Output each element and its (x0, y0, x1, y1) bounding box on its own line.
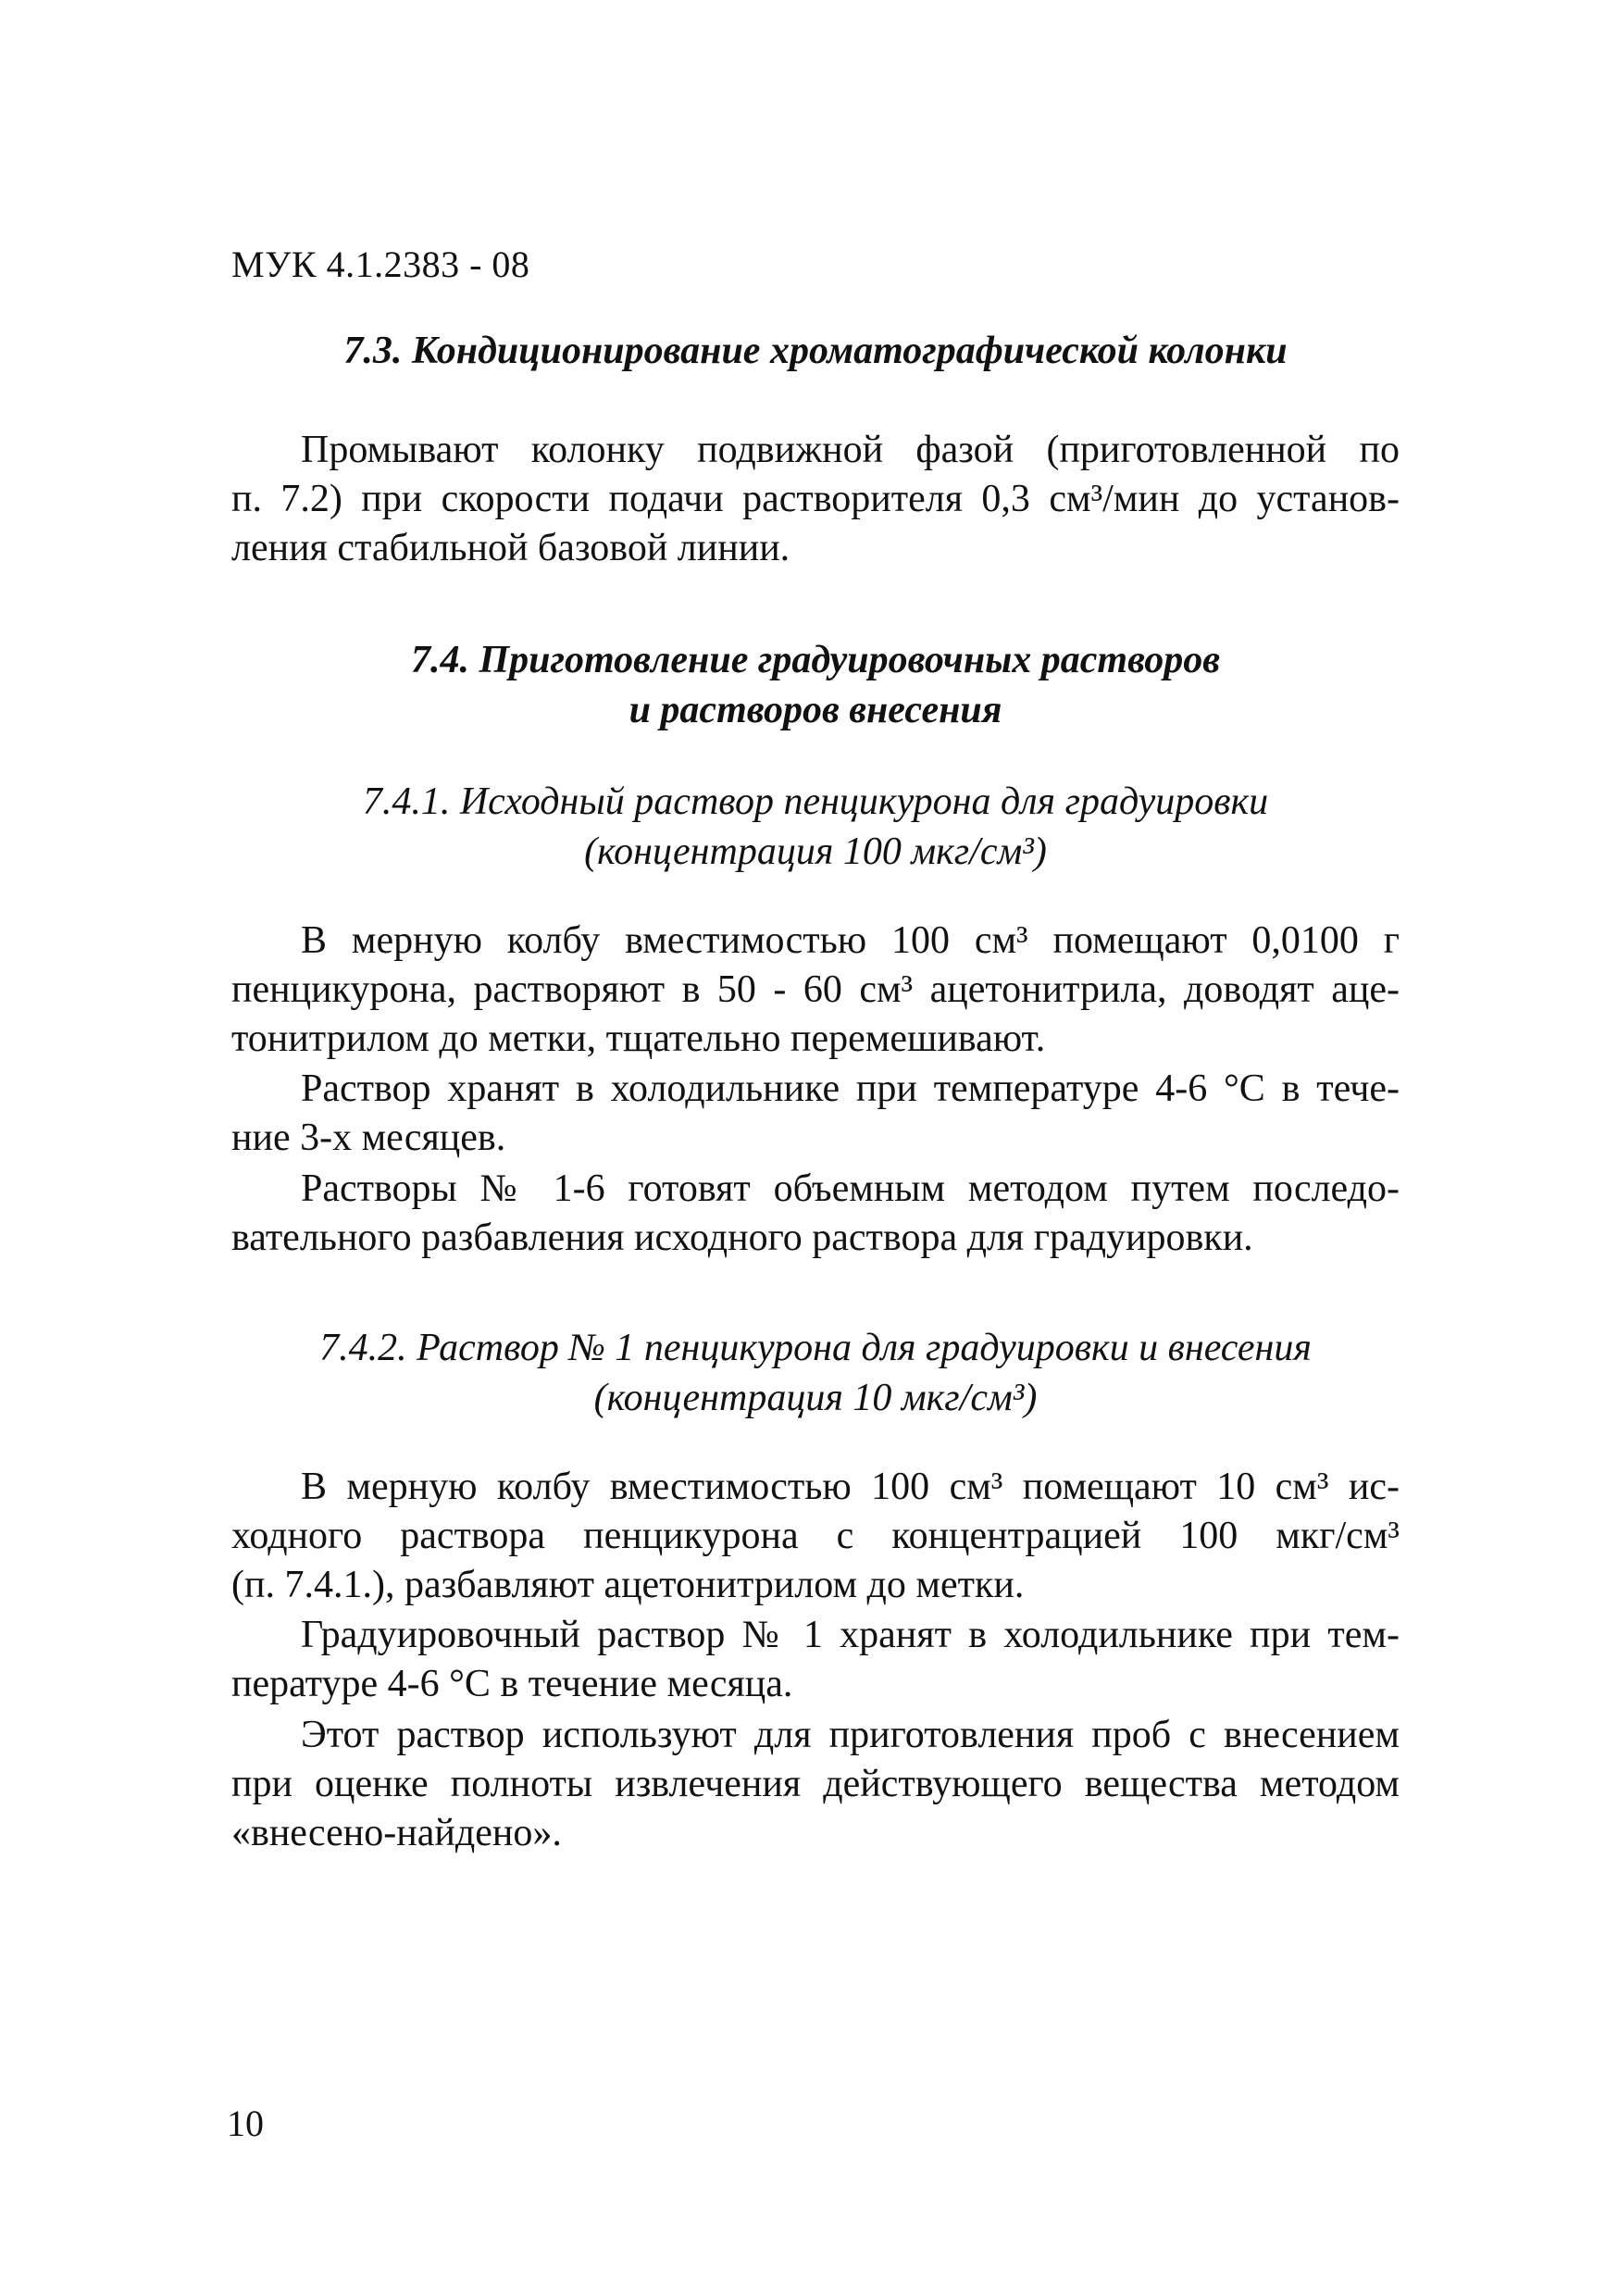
section-7-4-1-title-line1: 7.4.1. Исходный раствор пенцикурона для градуировки (362, 780, 1269, 823)
section-7-4-2-title-line2: (концентрация 10 мкг/см³) (593, 1377, 1038, 1419)
section-7-3-title: 7.3. Кондиционирование хроматографической колонки (343, 330, 1288, 372)
paragraph-line: В мерную колбу вместимостью 100 см³ помещают 10 см³ ис- (301, 1466, 1400, 1508)
page-number: 10 (227, 2103, 264, 2144)
section-7-4-2-paragraph-1 (231, 1463, 1400, 1610)
section-7-4-1-paragraph-3 (231, 1165, 1400, 1263)
section-7-4-1-title-line2: (концентрация 100 мкг/см³) (584, 830, 1047, 873)
section-7-4-1-paragraph-1 (231, 917, 1400, 1064)
paragraph-line: при оценке полноты извлечения действующего вещества методом (231, 1763, 1400, 1805)
document-code: МУК 4.1.2383 - 08 (231, 243, 530, 285)
section-7-4-2-paragraph-2 (231, 1611, 1400, 1709)
paragraph-line: пенцикурона, растворяют в 50 - 60 см³ ацетонитрила, доводят аце- (231, 968, 1400, 1011)
paragraph-line: вательного разбавления исходного раствора для градуировки. (231, 1217, 1253, 1259)
paragraph-line: ления стабильной базовой линии. (231, 527, 790, 569)
section-7-4-1-paragraph-2 (231, 1065, 1400, 1163)
section-7-4-title-line2: и растворов внесения (629, 689, 1002, 731)
paragraph-line: Промывают колонку подвижной фазой (приготовленной по (301, 429, 1400, 471)
section-7-4-2-paragraph-3 (231, 1711, 1400, 1858)
paragraph-line: ходного раствора пенцикурона с концентрацией 100 мкг/см³ (231, 1515, 1400, 1557)
paragraph-line: Раствор хранят в холодильнике при температуре 4-6 °С в тече- (301, 1067, 1400, 1110)
paragraph-line: «внесено-найдено». (231, 1812, 562, 1854)
paragraph-line: В мерную колбу вместимостью 100 см³ помещают 0,0100 г (301, 919, 1400, 962)
paragraph-line: ние 3-х месяцев. (231, 1117, 506, 1159)
paragraph-line: Растворы № 1-6 готовят объемным методом путем последо- (301, 1167, 1400, 1210)
paragraph-line: Этот раствор используют для приготовления проб с внесением (301, 1714, 1400, 1756)
paragraph-line: п. 7.2) при скорости подачи растворителя 0,3 см³/мин до установ- (231, 478, 1400, 520)
paragraph-line: Градуировочный раствор № 1 хранят в холодильнике при тем- (301, 1614, 1400, 1656)
section-7-4-title-line1: 7.4. Приготовление градуировочных растворов (410, 639, 1221, 681)
paragraph-line: тонитрилом до метки, тщательно перемешивают. (231, 1017, 1046, 1060)
section-7-3-paragraph (231, 426, 1400, 573)
section-7-4-2-title-line1: 7.4.2. Раствор № 1 пенцикурона для градуировки и внесения (319, 1327, 1312, 1369)
paragraph-line: (п. 7.4.1.), разбавляют ацетонитрилом до метки. (231, 1564, 1025, 1606)
paragraph-line: пературе 4-6 °С в течение месяца. (231, 1663, 793, 1705)
